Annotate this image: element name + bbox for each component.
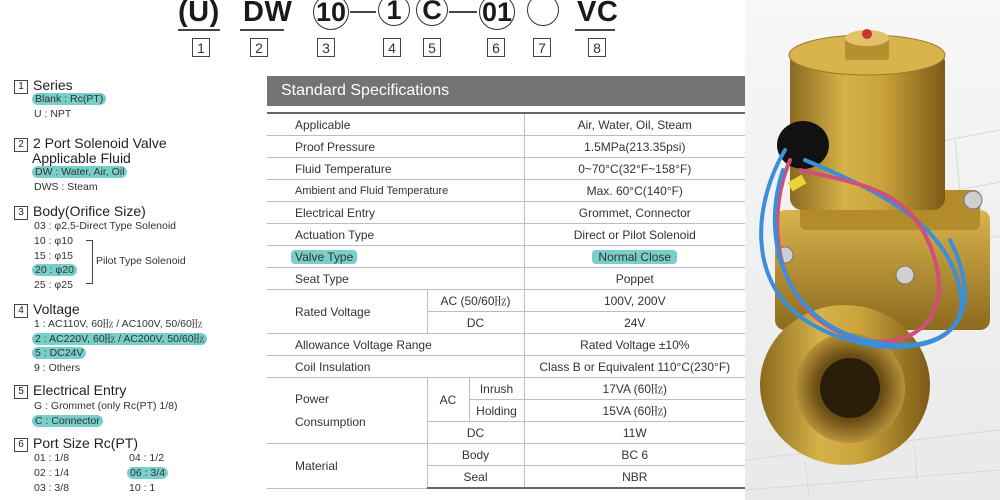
series-title: 1 Series [14, 77, 73, 94]
series-option: Blank : Rc(PT) [32, 93, 106, 106]
code-body-circle: 10 [313, 0, 349, 30]
code-dash [350, 11, 376, 13]
pilot-label: Pilot Type Solenoid [96, 255, 186, 267]
fluid-subtitle: Applicable Fluid [32, 150, 131, 166]
spec-label: Electrical Entry [267, 202, 524, 224]
table-row [267, 136, 745, 158]
spec-label: Ambient and Fluid Temperature [267, 180, 524, 202]
table-row [267, 246, 745, 268]
position-number: 5 [423, 38, 441, 57]
body-option: 10 : φ10 [34, 235, 73, 247]
table-row [267, 224, 745, 246]
voltage-title: 4 Voltage [14, 301, 80, 318]
table-row [267, 444, 745, 466]
code-dash [449, 11, 477, 13]
table-row [267, 158, 745, 180]
port-option: 01 : 1/8 [34, 452, 70, 464]
spec-value: Class B or Equivalent 110°C(230°F) [524, 356, 745, 378]
spec-value: Poppet [524, 268, 745, 290]
port-option: 02 : 1/4 [34, 467, 70, 479]
spec-label: Applicable [267, 113, 524, 136]
table-row [267, 378, 745, 400]
position-number: 8 [588, 38, 606, 57]
table-row [267, 290, 745, 312]
entry-title: 5 Electrical Entry [14, 382, 126, 399]
position-number: 1 [192, 38, 210, 57]
spec-value: Air, Water, Oil, Steam [524, 113, 745, 136]
voltage-option: 1 : AC110V, 60㎐ / AC100V, 50/60㎐ [34, 318, 203, 330]
spec-sublabel: Body [427, 444, 524, 466]
port-option: 10 : 1 [129, 482, 156, 494]
spec-table [267, 112, 745, 489]
spec-value: Rated Voltage ±10% [524, 334, 745, 356]
spec-value: 0~70°C(32°F~158°F) [524, 158, 745, 180]
spec-sublabel: Holding [469, 400, 524, 422]
table-row [267, 202, 745, 224]
entry-option: C : Connector [32, 415, 103, 428]
code-series: (U) [178, 0, 220, 28]
code-fluid: DW [243, 0, 293, 28]
position-number: 6 [487, 38, 505, 57]
voltage-option: 2 : AC220V, 60㎐ / AC200V, 50/60㎐ [32, 333, 207, 346]
spec-label: Fluid Temperature [267, 158, 524, 180]
position-number: 7 [533, 38, 551, 57]
spec-label: Actuation Type [267, 224, 524, 246]
spec-label: Seat Type [267, 268, 524, 290]
position-number: 2 [250, 38, 268, 57]
spec-value: BC 6 [524, 444, 745, 466]
table-row [267, 180, 745, 202]
spec-value: 11W [524, 422, 745, 444]
port-option: 04 : 1/2 [129, 452, 165, 464]
spec-label: Proof Pressure [267, 136, 524, 158]
code-port-circle: 01 [479, 0, 515, 30]
body-option: 15 : φ15 [34, 250, 73, 262]
fluid-option: DWS : Steam [34, 181, 98, 193]
spec-sublabel: DC [427, 422, 524, 444]
solenoid-valve-image [745, 0, 1000, 500]
spec-value: NBR [524, 466, 745, 489]
spec-value: Max. 60°C(140°F) [524, 180, 745, 202]
table-row [267, 113, 745, 136]
body-option: 20 : φ20 [32, 264, 77, 277]
body-title: 3 Body(Orifice Size) [14, 203, 146, 220]
series-option: U : NPT [34, 108, 72, 120]
spec-value: 24V [524, 312, 745, 334]
fluid-title: 2 2 Port Solenoid Valve [14, 135, 167, 152]
spec-label: Allowance Voltage Range [267, 334, 524, 356]
fluid-option: DW : Water, Air, Oil [32, 166, 127, 179]
spec-label: Coil Insulation [267, 356, 524, 378]
spec-value: 17VA (60㎐) [524, 378, 745, 400]
pilot-bracket [86, 240, 93, 284]
spec-value: 100V, 200V [524, 290, 745, 312]
code-voltage-circle: 1 [378, 0, 410, 26]
spec-label: Material [267, 444, 427, 489]
spec-sublabel: Seal [427, 466, 524, 489]
spec-sublabel: AC [427, 378, 469, 422]
position-number: 4 [383, 38, 401, 57]
code-entry-circle: C [416, 0, 448, 26]
spec-value: 15VA (60㎐) [524, 400, 745, 422]
table-row [267, 268, 745, 290]
entry-option: G : Grommet (only Rc(PT) 1/8) [34, 400, 178, 412]
code-vc: VC [577, 0, 619, 28]
spec-value: Direct or Pilot Solenoid [524, 224, 745, 246]
spec-value: 1.5MPa(213.35psi) [524, 136, 745, 158]
spec-sublabel: Inrush [469, 378, 524, 400]
port-option: 06 : 3/4 [127, 467, 168, 480]
body-option: 03 : φ2.5-Direct Type Solenoid [34, 220, 177, 232]
spec-value: Normal Close [524, 246, 745, 268]
code-option-circle [527, 0, 559, 26]
port-option: 03 : 3/8 [34, 482, 70, 494]
port-title: 6 Port Size Rc(PT) [14, 435, 138, 452]
table-row [267, 334, 745, 356]
spec-label: Valve Type [267, 246, 524, 268]
spec-value: Grommet, Connector [524, 202, 745, 224]
table-row [267, 356, 745, 378]
voltage-option: 5 : DC24V [32, 347, 86, 360]
spec-sublabel: DC [427, 312, 524, 334]
voltage-option: 9 : Others [34, 362, 81, 374]
spec-label: Power Consumption [267, 378, 427, 444]
position-number: 3 [317, 38, 335, 57]
spec-sublabel: AC (50/60㎐) [427, 290, 524, 312]
body-option: 25 : φ25 [34, 279, 73, 291]
solenoid-valve-photo [745, 0, 1000, 500]
spec-header: Standard Specifications [267, 76, 745, 106]
spec-label: Rated Voltage [267, 290, 427, 334]
